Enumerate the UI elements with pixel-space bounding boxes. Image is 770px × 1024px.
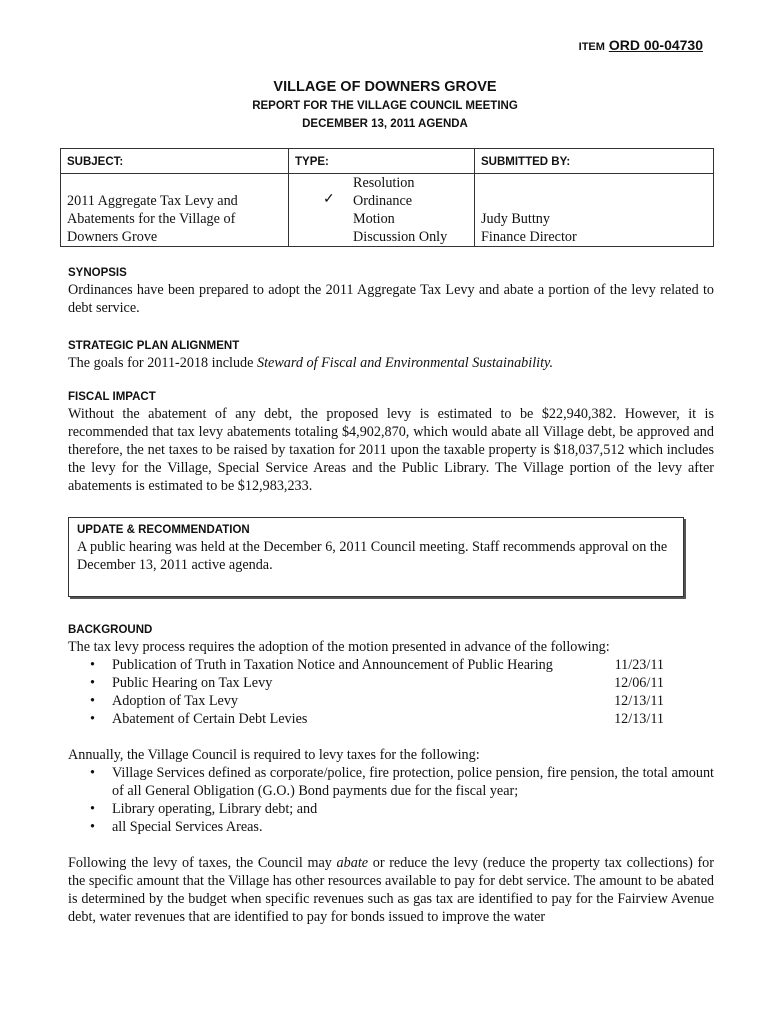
type-option-selected: Ordinance — [353, 193, 413, 209]
report-subtitle: REPORT FOR THE VILLAGE COUNCIL MEETING — [252, 100, 518, 112]
fiscal-text: Without the abatement of any debt, the proposed levy is estimated to be $22,940,382. However, it is recommended that tax levy abatements totaling $4,902,870, which would abate all Village debt, be approved and therefore, the net taxes to be raised by taxation for 2011 upon the taxable property is $18,037,512 which includes the levy for the Village, Special Service Areas and the Public Library. The Village portion of the levy after abatements is estimated to be $12,983,233. — [68, 406, 714, 494]
report-title-block — [0, 77, 770, 133]
update-heading: UPDATE & RECOMMENDATION — [77, 524, 250, 536]
item-code-line — [579, 36, 703, 56]
synopsis-heading: SYNOPSIS — [68, 267, 127, 279]
update-recommendation-box — [68, 517, 684, 597]
annual-items-list — [68, 764, 714, 836]
strategic-text: The goals for 2011-2018 include Steward of Fiscal and Environmental Sustainability. — [68, 355, 554, 371]
subject-line: Abatements for the Village of — [67, 211, 236, 227]
update-text: A public hearing was held at the December 6, 2011 Council meeting. Staff recommends approval on the December 13, 2011 active agenda. — [77, 539, 668, 573]
type-option: Resolution — [353, 175, 415, 191]
item-code: ORD 00-04730 — [608, 37, 703, 53]
list-item: • Public Hearing on Tax Levy 12/06/11 — [112, 674, 714, 692]
check-icon: ✓ — [323, 192, 335, 207]
meta-table — [60, 148, 714, 247]
list-item: • Publication of Truth in Taxation Notice and Announcement of Public Hearing 11/23/11 — [112, 656, 714, 674]
fiscal-section — [68, 389, 714, 495]
list-item: • all Special Services Areas. — [112, 818, 714, 836]
fiscal-heading: FISCAL IMPACT — [68, 391, 156, 403]
list-item: • Village Services defined as corporate/police, fire protection, police pension, fire pension, the total amount of all General Obligation (G.O.) Bond payments due for the fiscal year; — [112, 764, 714, 800]
strategic-section — [68, 338, 714, 372]
type-option: Discussion Only — [353, 229, 448, 245]
subject-line: Downers Grove — [67, 229, 158, 245]
strategic-heading: STRATEGIC PLAN ALIGNMENT — [68, 340, 240, 352]
subject-line: 2011 Aggregate Tax Levy and — [67, 193, 238, 209]
synopsis-text: Ordinances have been prepared to adopt the 2011 Aggregate Tax Levy and abate a portion of the levy related to debt service. — [68, 282, 714, 316]
background-section — [68, 622, 714, 926]
submitted-cell — [475, 174, 714, 247]
levy-steps-list — [68, 656, 714, 728]
report-title: VILLAGE OF DOWNERS GROVE — [273, 79, 497, 95]
type-header: TYPE: — [289, 149, 475, 174]
synopsis-section — [68, 265, 714, 317]
type-option: Motion — [353, 211, 395, 227]
list-item: • Adoption of Tax Levy 12/13/11 — [112, 692, 714, 710]
report-agenda-date: DECEMBER 13, 2011 AGENDA — [302, 118, 468, 130]
list-item: • Library operating, Library debt; and — [112, 800, 714, 818]
background-intro: The tax levy process requires the adoption of the motion presented in advance of the following: — [68, 639, 610, 655]
subject-header: SUBJECT: — [61, 149, 289, 174]
subject-cell — [61, 174, 289, 247]
item-prefix: ITEM — [578, 41, 605, 53]
list-item: • Abatement of Certain Debt Levies 12/13/11 — [112, 710, 714, 728]
background-heading: BACKGROUND — [68, 624, 153, 636]
submitter-title: Finance Director — [481, 229, 577, 245]
submitter-name: Judy Buttny — [481, 211, 550, 227]
type-cell — [289, 174, 475, 247]
submitted-header: SUBMITTED BY: — [475, 149, 714, 174]
annual-intro: Annually, the Village Council is required to levy taxes for the following: — [68, 747, 480, 763]
abatement-paragraph: Following the levy of taxes, the Council may abate or reduce the levy (reduce the property tax collections) for the specific amount that the Village has other resources available to pay for debt service. The amount to be abated is determined by the budget when specific revenues such as gas tax are identified to pay for the Fairview Avenue debt, water revenues that are identified to pay for bonds issued to improve the water — [68, 855, 714, 925]
